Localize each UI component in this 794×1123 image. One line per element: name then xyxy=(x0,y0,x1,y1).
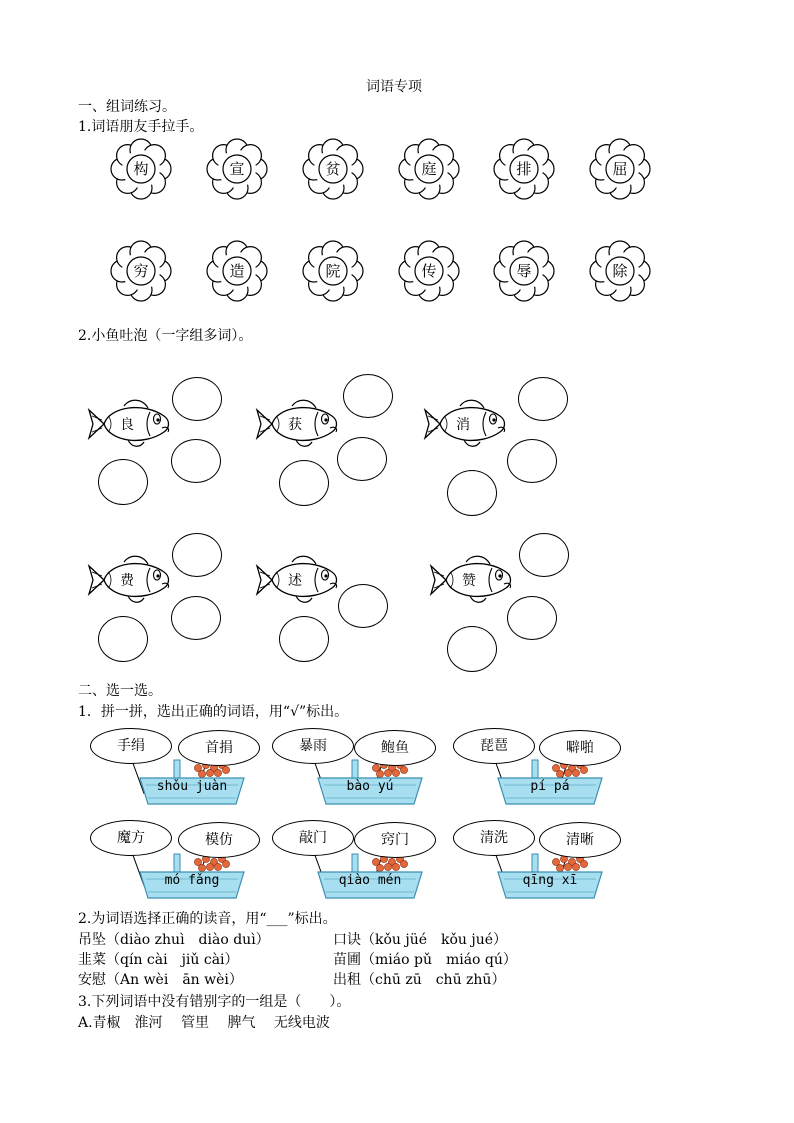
answer-bubble[interactable] xyxy=(279,616,329,662)
word-choice-left[interactable]: 琵琶 xyxy=(453,728,535,764)
answer-bubble[interactable] xyxy=(171,596,221,640)
flower-character: 屈 xyxy=(612,160,628,178)
flower xyxy=(589,240,651,302)
fish-icon xyxy=(86,552,176,608)
flower xyxy=(493,240,555,302)
flower xyxy=(493,138,555,200)
flower-character: 构 xyxy=(133,160,149,178)
fish-icon xyxy=(86,396,176,452)
basket-icon xyxy=(314,852,426,902)
answer-bubble[interactable] xyxy=(518,377,568,421)
flower-character: 宣 xyxy=(229,160,245,178)
fish-character: 良 xyxy=(120,417,134,433)
section2-question1: 1．拼一拼，选出正确的词语，用“√”标出。 xyxy=(78,704,349,720)
answer-bubble[interactable] xyxy=(519,533,569,577)
answer-bubble[interactable] xyxy=(279,460,329,506)
basket-pinyin: qīng xī xyxy=(522,873,578,888)
reading-2b: 苗圃（miáo pǔ miáo qú） xyxy=(333,952,517,968)
reading-3b: 出租（chū zū chū zhū） xyxy=(333,972,506,988)
answer-bubble[interactable] xyxy=(98,616,148,662)
basket-pinyin: qiào mén xyxy=(338,873,402,888)
flower-character: 排 xyxy=(516,160,532,178)
basket-icon xyxy=(494,852,606,902)
answer-bubble[interactable] xyxy=(98,459,148,505)
flower-character: 院 xyxy=(325,262,341,280)
section2-heading: 二、选一选。 xyxy=(78,683,162,699)
flower-character: 贫 xyxy=(325,160,341,178)
fish-character: 获 xyxy=(288,417,302,433)
word-choice-left[interactable]: 魔方 xyxy=(90,820,172,856)
basket-icon xyxy=(314,758,426,808)
word-choice-right[interactable]: 首捐 xyxy=(178,730,260,766)
reading-1b: 口诀（kǒu jüé kǒu jué） xyxy=(333,932,508,948)
reading-2a: 韭菜（qín cài jiǔ cài） xyxy=(78,952,239,968)
answer-bubble[interactable] xyxy=(507,439,557,483)
flower xyxy=(589,138,651,200)
basket-icon xyxy=(136,758,248,808)
answer-bubble[interactable] xyxy=(337,437,387,481)
fish-icon xyxy=(254,396,344,452)
basket-pinyin: bào yú xyxy=(346,779,394,794)
word-choice-right[interactable]: 模仿 xyxy=(178,822,260,858)
flower xyxy=(398,240,460,302)
flower-character: 穷 xyxy=(133,262,149,280)
fish-icon xyxy=(422,396,512,452)
section2-question2: 2.为词语选择正确的读音，用“___”标出。 xyxy=(78,911,337,927)
basket-pinyin: pí pá xyxy=(530,779,570,794)
flower xyxy=(302,240,364,302)
fish-character: 赞 xyxy=(462,573,476,589)
answer-bubble[interactable] xyxy=(507,596,557,640)
flower-character: 除 xyxy=(612,262,628,280)
flower xyxy=(206,240,268,302)
flower xyxy=(302,138,364,200)
answer-bubble[interactable] xyxy=(171,439,221,483)
word-choice-left[interactable]: 清洗 xyxy=(453,820,535,856)
word-choice-right[interactable]: 清晰 xyxy=(539,822,621,858)
flower xyxy=(110,138,172,200)
flower xyxy=(398,138,460,200)
word-choice-right[interactable]: 噼啪 xyxy=(539,730,621,766)
word-choice-left[interactable]: 手绢 xyxy=(90,728,172,764)
basket-pinyin: shǒu juàn xyxy=(156,779,228,794)
answer-bubble[interactable] xyxy=(172,377,222,421)
answer-bubble[interactable] xyxy=(447,470,497,516)
fish-character: 费 xyxy=(120,573,134,589)
reading-1a: 吊坠（diào zhuì diào duì） xyxy=(78,932,270,948)
section1-heading: 一、组词练习。 xyxy=(78,99,176,115)
flower-character: 辱 xyxy=(516,262,532,280)
answer-bubble[interactable] xyxy=(447,626,497,672)
fish-icon xyxy=(428,552,518,608)
fish-character: 述 xyxy=(288,573,302,589)
reading-3a: 安慰（An wèi ān wèi） xyxy=(78,972,243,988)
answer-bubble[interactable] xyxy=(343,374,393,418)
page-title: 词语专项 xyxy=(366,79,422,95)
flower-character: 造 xyxy=(229,262,245,280)
fish-character: 消 xyxy=(456,417,470,433)
flower-character: 传 xyxy=(421,262,437,280)
flower-character: 庭 xyxy=(421,160,437,178)
section1-question2: 2.小鱼吐泡（一字组多词）。 xyxy=(78,328,253,344)
word-choice-left[interactable]: 敲门 xyxy=(272,820,354,856)
word-choice-right[interactable]: 鲍鱼 xyxy=(354,730,436,766)
fish-icon xyxy=(254,552,344,608)
flower xyxy=(110,240,172,302)
answer-bubble[interactable] xyxy=(338,584,388,628)
word-choice-right[interactable]: 窍门 xyxy=(354,822,436,858)
section2-question3: 3.下列词语中没有错别字的一组是（ ）。 xyxy=(78,994,351,1010)
flower xyxy=(206,138,268,200)
basket-pinyin: mó fǎng xyxy=(164,873,220,888)
answer-bubble[interactable] xyxy=(172,533,222,577)
question3-option-a: A.青椒 淮河 管里 脾气 无线电波 xyxy=(78,1015,330,1031)
section1-question1: 1.词语朋友手拉手。 xyxy=(78,119,204,135)
basket-icon xyxy=(136,852,248,902)
word-choice-left[interactable]: 暴雨 xyxy=(272,728,354,764)
